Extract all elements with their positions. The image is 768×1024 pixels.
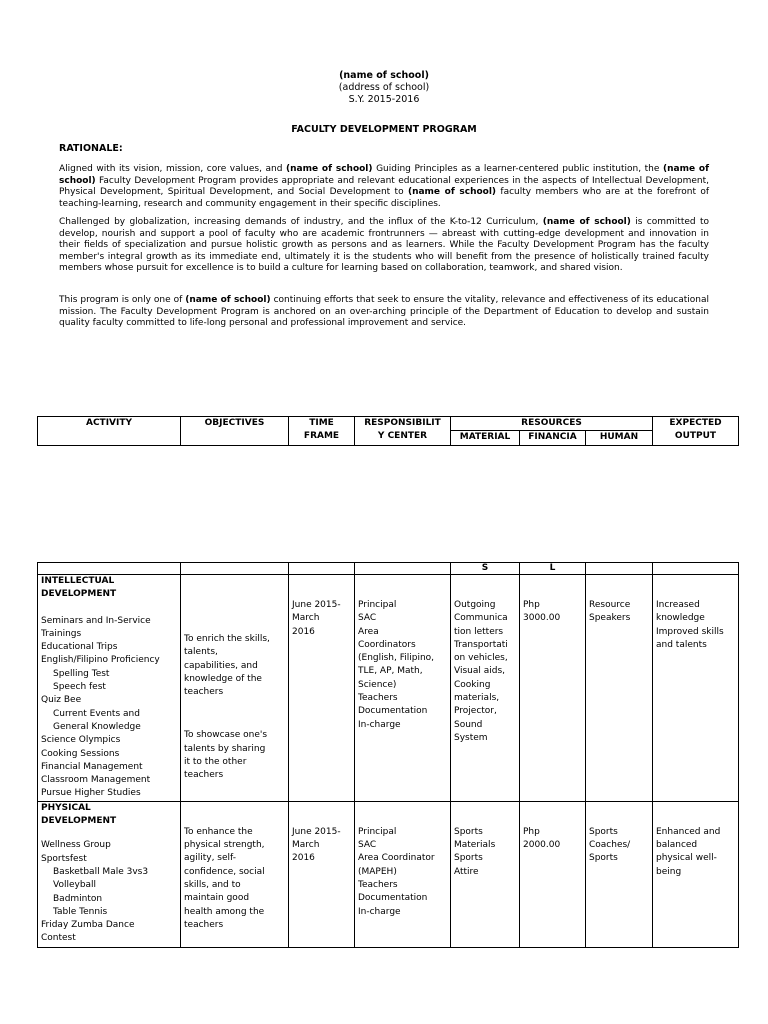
header-human: HUMAN (586, 431, 653, 445)
header-time-frame: TIME FRAME (289, 417, 355, 446)
table-row-intellectual (38, 575, 739, 802)
intellectual-financial: Php 3000.00 (520, 575, 586, 802)
physical-human: Sports Coaches/ Sports (586, 801, 653, 947)
activity-item: Trainings (41, 628, 82, 639)
header-material-end: S (451, 563, 520, 575)
activity-item: Wellness Group (41, 840, 111, 851)
activity-item: Badminton (53, 893, 103, 904)
school-year: S.Y. 2015-2016 (348, 94, 420, 105)
header-financial: FINANCIA (520, 431, 586, 445)
rationale-paragraph-1: Aligned with its vision, mission, core values, and (name of school) Guiding Principles as a learner-centered public institution, the (name of school) Faculty Development Program provides appropriate and relevant educational experiences in the aspects of Intellectual Development, Physical Development, Spiritual Development, and Social Development to (name of school) faculty members who are at the forefront of teaching-learning, research and community engagement in their specific disciplines. (59, 164, 710, 209)
header-financial-end: L (520, 563, 586, 575)
intellectual-time-frame: June 2015- March 2016 (289, 575, 355, 802)
physical-heading: PHYSICAL (41, 802, 91, 813)
activity-item: Basketball Male 3vs3 (53, 866, 149, 877)
intellectual-output: Increased knowledge Improved skills and talents (653, 575, 739, 802)
program-table-header (37, 416, 739, 446)
physical-output: Enhanced and balanced physical well- being (653, 801, 739, 947)
header-resources: RESOURCES (451, 417, 653, 431)
header-activity: ACTIVITY (38, 417, 181, 446)
intellectual-activities: INTELLECTUAL DEVELOPMENT Seminars and In-Service Trainings Educational Trips English/Filipino Proficiency Spelling Test Speech fest Quiz Bee Current Events and General Knowledge Science Olympics Cooking Sessions Financial Management Classroom Management Pursue Higher Studies (38, 575, 181, 802)
activity-item: Table Tennis (53, 906, 108, 917)
activity-item: Contest (41, 933, 76, 944)
physical-financial: Php 2000.00 (520, 801, 586, 947)
activity-item: Spelling Test (53, 668, 110, 679)
activity-item: Science Olympics (41, 735, 121, 746)
activity-item: English/Filipino Proficiency (41, 655, 160, 666)
activity-item: Pursue Higher Studies (41, 788, 141, 799)
activity-item: Sportsfest (41, 853, 87, 864)
activity-item: Financial Management (41, 761, 143, 772)
rationale-paragraph-2: Challenged by globalization, increasing demands of industry, and the influx of the K-to-12 Curriculum, (name of school) is committed to develop, nourish and support a pool of faculty who are academic frontrunners — abreast with cutting-edge development and innovation in their fields of specialization and pursue holistic growth as persons and as learners. While the Faculty Development Program has the faculty member's integral growth as its immediate end, ultimately it is the students who will benefit from the presence of holistically trained faculty members whose pursuit for excellence is to build a culture for learning based on collaboration, teamwork, and shared vision. (59, 217, 709, 274)
intellectual-heading: INTELLECTUAL (41, 576, 115, 586)
physical-objectives: To enhance the physical strength, agility, self- confidence, social skills, and to maintain good health among the teachers (181, 801, 289, 947)
program-table (37, 562, 739, 948)
intellectual-responsibility: Principal SAC Area Coordinators (English, Filipino, TLE, AP, Math, Science) Teachers Documentation In-charge (355, 575, 451, 802)
activity-item: Current Events and (53, 708, 140, 719)
table-continuation-row (38, 563, 739, 575)
activity-item: Cooking Sessions (41, 748, 120, 759)
intellectual-objectives: To enrich the skills, talents, capabilities, and knowledge of the teachers To showcase one's talents by sharing it to the other teachers (181, 575, 289, 802)
activity-item: General Knowledge (53, 721, 141, 732)
activity-item: Speech fest (53, 682, 106, 693)
header-material: MATERIAL (451, 431, 520, 445)
school-name: (name of school) (339, 70, 429, 81)
intellectual-human: Resource Speakers (586, 575, 653, 802)
rationale-heading: RATIONALE: (59, 143, 123, 154)
table-row-physical (38, 801, 739, 947)
activity-item: Seminars and In-Service (41, 615, 151, 626)
activity-item: Volleyball (53, 880, 97, 891)
physical-activities: PHYSICAL DEVELOPMENT Wellness Group Sportsfest Basketball Male 3vs3 Volleyball Badminton Table Tennis Friday Zumba Dance Contest (38, 801, 181, 947)
physical-material: Sports Materials Sports Attire (451, 801, 520, 947)
rationale-paragraph-3: This program is only one of (name of school) continuing efforts that seek to ensure the vitality, relevance and effectiveness of its educational mission. The Faculty Development Program is anchored on an over-arching principle of the Department of Education to develop and sustain quality faculty committed to life-long personal and professional improvement and service. (59, 295, 710, 329)
activity-item: Friday Zumba Dance (41, 920, 135, 931)
header-expected-output: EXPECTED OUTPUT (653, 417, 739, 446)
school-address: (address of school) (338, 82, 430, 93)
intellectual-material: Outgoing Communica tion letters Transportati on vehicles, Visual aids, Cooking materials, Projector, Sound System (451, 575, 520, 802)
physical-responsibility: Principal SAC Area Coordinator (MAPEH) Teachers Documentation In-charge (355, 801, 451, 947)
physical-time-frame: June 2015- March 2016 (289, 801, 355, 947)
activity-item: Classroom Management (41, 775, 151, 786)
document-title: FACULTY DEVELOPMENT PROGRAM (291, 124, 477, 135)
activity-item: Educational Trips (41, 642, 118, 653)
header-objectives: OBJECTIVES (181, 417, 289, 446)
activity-item: Quiz Bee (41, 695, 82, 706)
header-responsibility-center: RESPONSIBILIT Y CENTER (355, 417, 451, 446)
